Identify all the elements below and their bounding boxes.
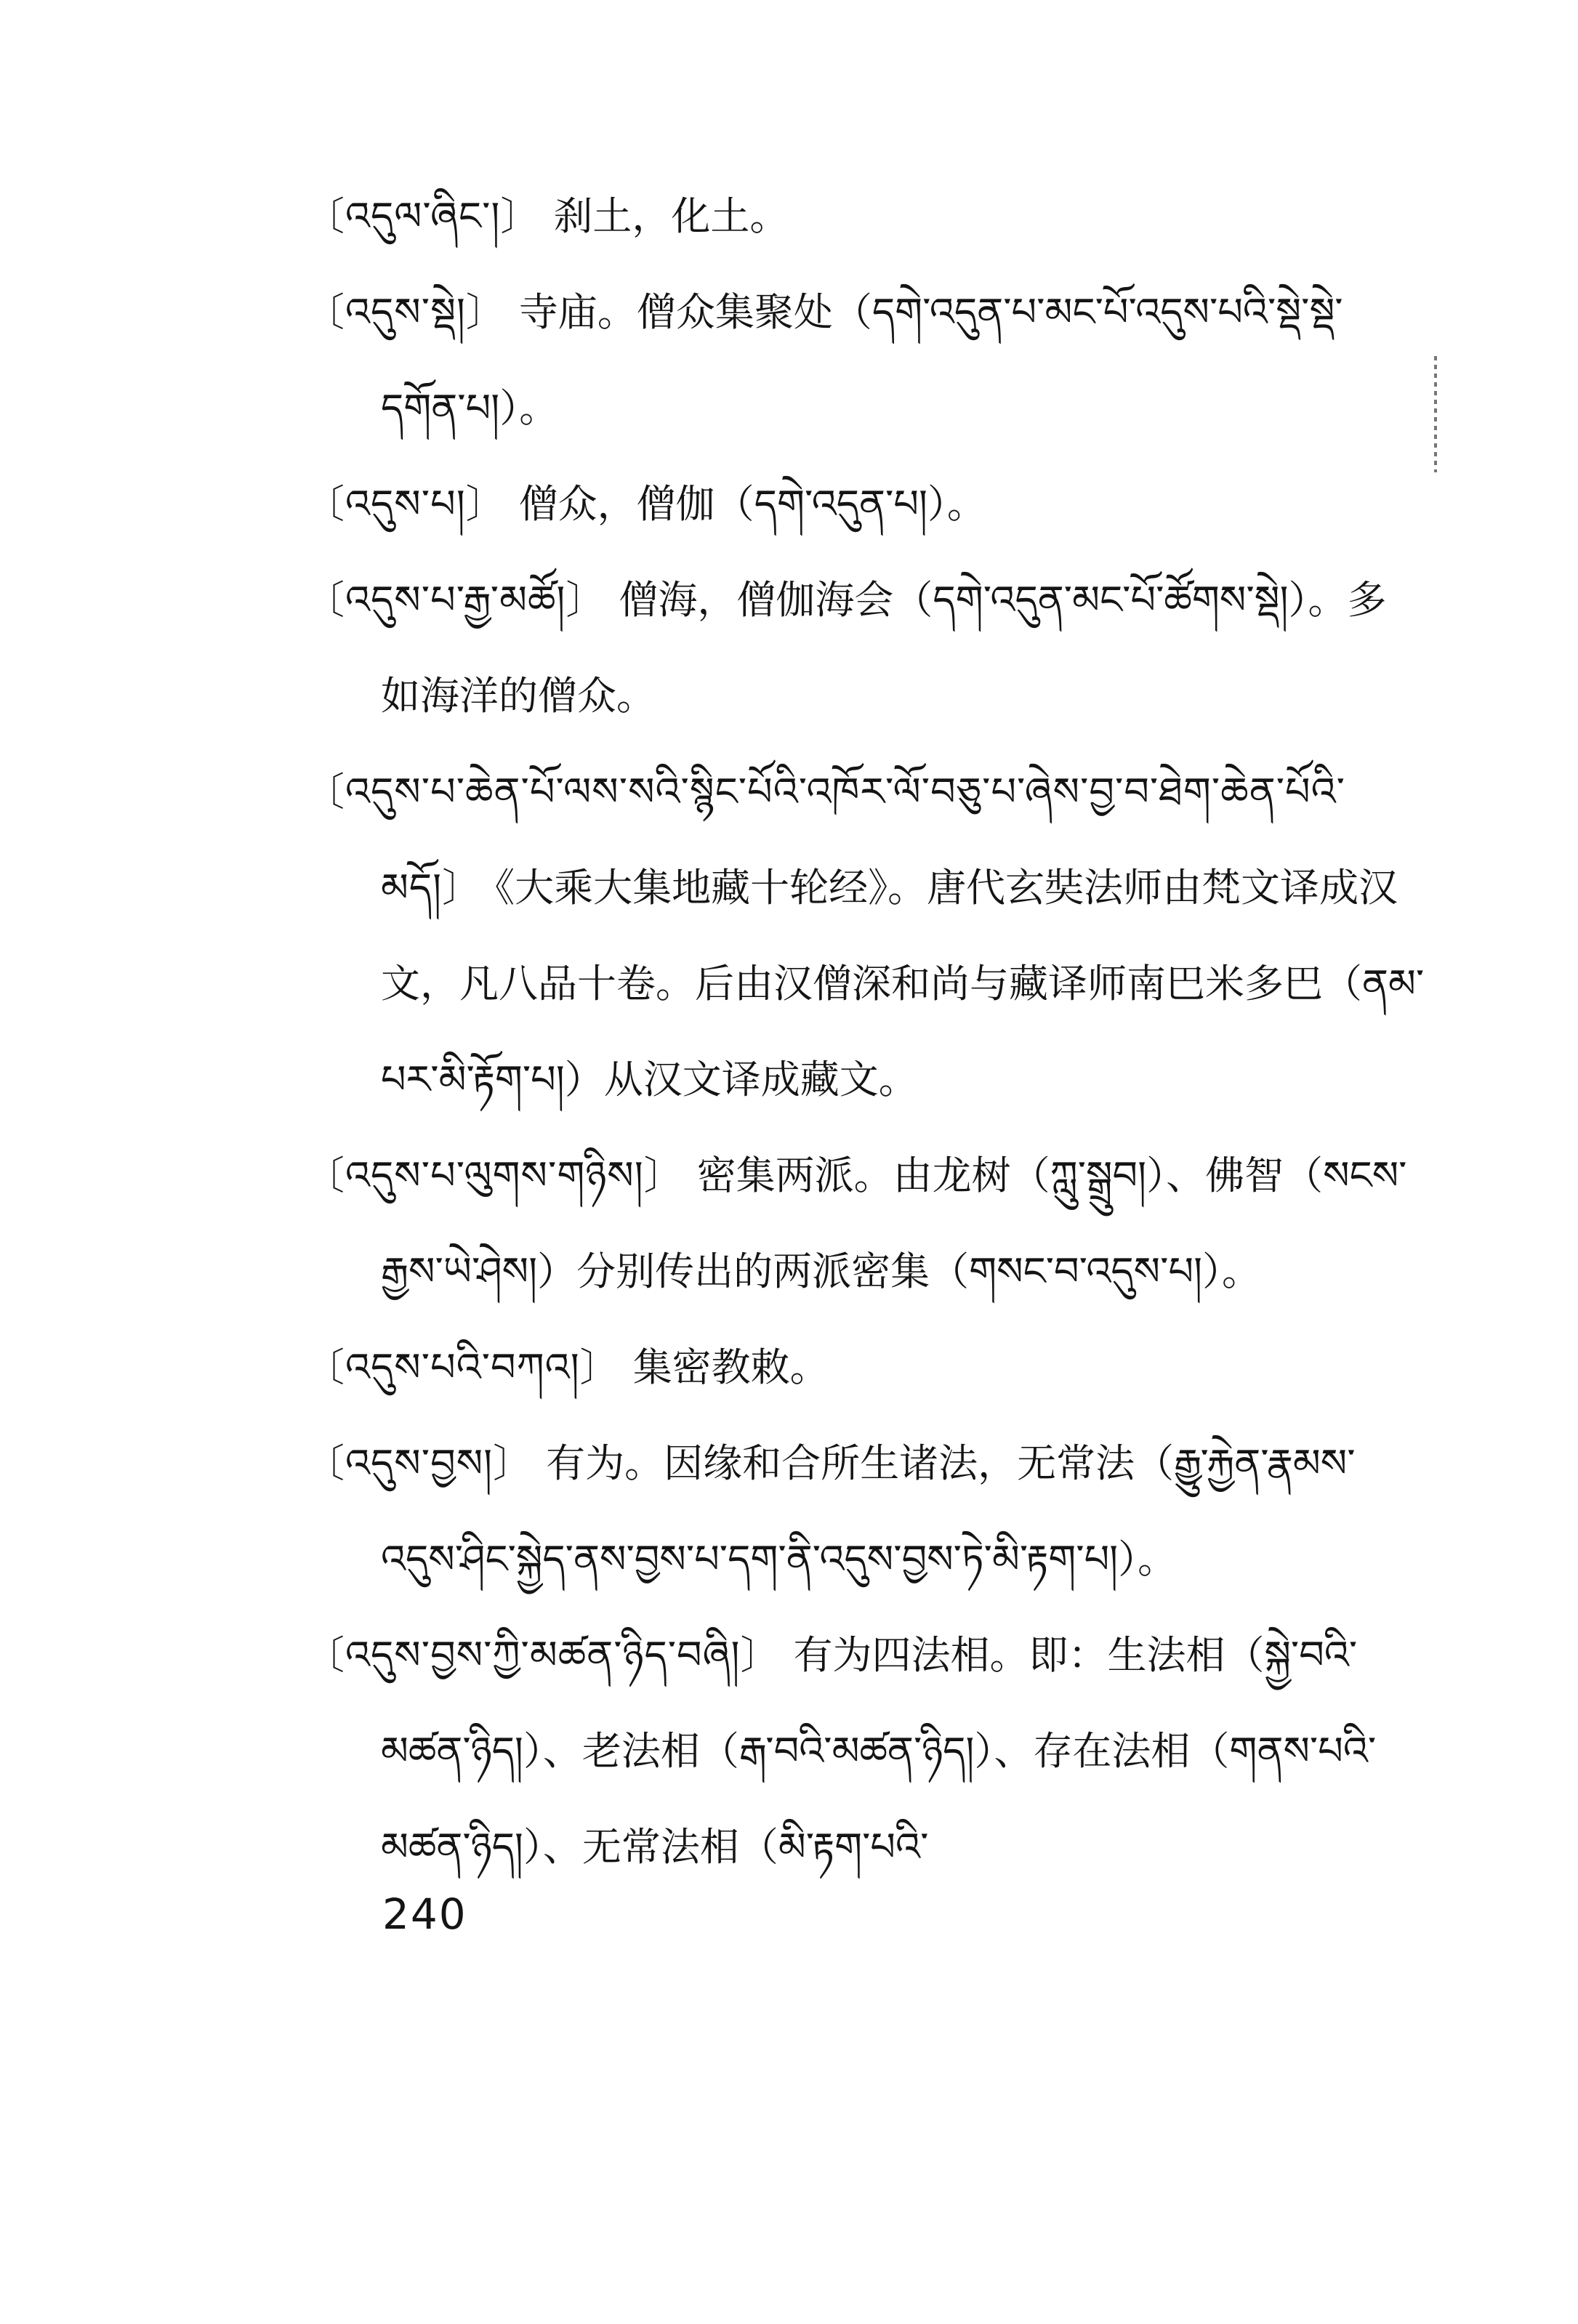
- dictionary-entry: [305, 169, 1425, 265]
- dictionary-entry: [305, 744, 1425, 1128]
- entry-definition: 《大乘大集地藏十轮经》。唐代玄奘法师由梵文译成汉文，凡八品十卷。后由汉僧深和尚与藏译师南巴米多巴（ནམ་པར་མི་རྟོག་པ།）从汉文译成藏文。: [381, 865, 1425, 1102]
- dictionary-entry: [305, 1416, 1425, 1607]
- dictionary-entry: [305, 1607, 1425, 1895]
- dictionary-entry: [305, 1320, 1425, 1416]
- page-number: 240: [382, 1889, 467, 1939]
- entry-headword: 〔འདུས་པ་ཆེན་པོ་ལས་སའི་སྙིང་པོའི་འཁོར་ལོ་བཅུ་པ་ཞེས་བྱ་བ་ཐེག་ཆེན་པོའི་མདོ།〕: [305, 769, 1346, 911]
- entry-headword: 〔འདུལ་ཞིང་།〕: [305, 193, 541, 239]
- entry-list: [0, 169, 1578, 1895]
- entry-definition: 寺庙。僧众集聚处（དགེ་འདུན་པ་མང་པོ་འདུས་པའི་སྡེ་སྡེ་དགོན་པ།）。: [381, 289, 1343, 431]
- entry-headword: 〔འདུས་པ།〕: [305, 481, 506, 527]
- dictionary-entry: [305, 456, 1425, 552]
- entry-headword: 〔འདུས་པའི་བཀའ།〕: [305, 1344, 620, 1390]
- entry-definition: 僧众，僧伽（དགེ་འདུན་པ།）。: [518, 481, 986, 527]
- dictionary-entry: [305, 552, 1425, 744]
- entry-headword: 〔འདུས་པ་ལུགས་གཉིས།〕: [305, 1153, 684, 1198]
- entry-definition: 集密教敕。: [632, 1344, 829, 1390]
- entry-headword: 〔འདུས་བྱས་ཀྱི་མཚན་ཉིད་བཞི།〕: [305, 1632, 781, 1678]
- entry-definition: 有为。因缘和合所生诸法，无常法（རྒྱུ་རྐྱེན་རྣམས་འདུས་ཤིང་སྐྱེད་ནས་བྱས་པ་དག་ནི་འདུས་བྱས་ཏེ་མི་རྟག་པ།）。: [381, 1440, 1356, 1582]
- entry-definition: 刹土，化土。: [553, 193, 789, 239]
- entry-headword: 〔འདུས་བྱས།〕: [305, 1440, 534, 1486]
- dictionary-entry: [305, 265, 1425, 456]
- entry-headword: 〔འདུས་པ་རྒྱ་མཚོ།〕: [305, 577, 606, 623]
- entry-definition: 有为四法相。即：生法相（སྐྱེ་བའི་མཚན་ཉིད།）、老法相（རྒ་བའི་མཚན་ཉིད།）、存在法相（གནས་པའི་མཚན་ཉིད།）、无常法相（མི་རྟག་པའི་: [381, 1632, 1377, 1870]
- entry-definition: 僧海，僧伽海会（དགེ་འདུན་མང་པོ་ཚོགས་སྡེ།）。多如海洋的僧众。: [381, 577, 1387, 719]
- entry-headword: 〔འདུས་སྡེ།〕: [305, 289, 506, 335]
- entry-definition: 密集两派。由龙树（ཀླུ་སྒྲུབ།）、佛智（སངས་རྒྱས་ཡེ་ཤེས།）分别传出的两派密集（གསང་བ་འདུས་པ།）。: [381, 1153, 1407, 1294]
- dictionary-entry: [305, 1128, 1425, 1320]
